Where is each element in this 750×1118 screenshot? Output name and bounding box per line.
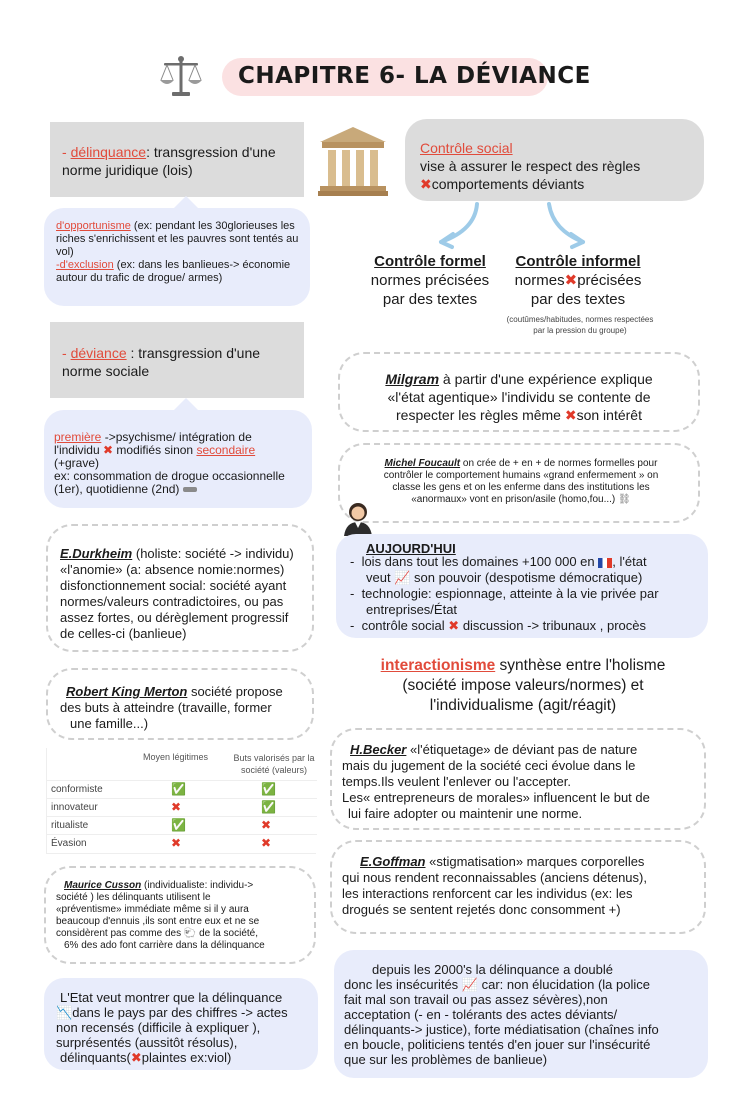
branch-arrows	[425, 200, 605, 252]
controle-informel-note: (coutûmes/habitudes, normes respectées par la pression du groupe)	[506, 315, 654, 335]
cross-icon: ✖	[420, 176, 432, 192]
milgram-text: Milgram à partir d'une expérience explique «l'état agentique» l'individu se contente de respecter les règles même ✖son intérêt	[385, 371, 653, 423]
courthouse-icon	[316, 124, 390, 198]
opportunisme-text: d'opportunisme (ex: pendant les 30glorieuses les riches s'enrichissent et les pauvres sont tentés au vol) -d'exclusion (ex: dans les banlieues-> économie autour du trafic de drogue/ armes)	[56, 220, 299, 284]
table-header: Moyen légitimes	[143, 752, 209, 762]
table-row: conformiste ✅ ✅	[47, 780, 317, 798]
chart-up-icon: 📈	[461, 977, 478, 992]
durkheim-text: E.Durkheim (holiste: société -> individu) «l'anomie» (a: absence nomie:normes) disfonctionnement social: société ayant normes/valeurs contradictoires, ou pas assez fortes, ou dérèglement progressif de celles-ci (banlieue)	[60, 546, 294, 641]
french-flag-icon	[598, 558, 612, 568]
cross-icon: ✖	[130, 1050, 142, 1065]
becker-text: H.Becker «l'étiquetage» de déviant pas de nature mais du jugement de la société ceci évolue dans le temps.Ils veulent l'enlever ou l'accepter. Les« entrepreneurs de morales» influencent le but de lui faire adopter ou maintenir une norme.	[342, 742, 650, 821]
controle-formel: Contrôle formel normes précisées par des textes	[370, 253, 490, 308]
merton-table	[46, 748, 316, 854]
chart-down-icon: 📉	[56, 1005, 73, 1020]
aujourdhui-list: - lois dans tout les domaines +100 000 en , l'état veut 📈 son pouvoir (despotisme démocratique) - technologie: espionnage, atteinte à la vie privée par entreprises/État - contrôle social ✖ discussion -> tribunaux , procès	[350, 554, 659, 633]
syringe-icon	[183, 487, 197, 492]
deviance-definition: - déviance : transgression d'une norme sociale	[62, 345, 261, 379]
controle-informel: Contrôle informel normes✖précisées par des textes	[514, 253, 642, 308]
goffman-text: E.Goffman «stigmatisation» marques corporelles qui nous rendent reconnaissables (anciens détenus), les interactions renforcent car les individus (ex: les drogués se sentent rejetés donc consomment +)	[342, 854, 647, 917]
depuis2000-text: depuis les 2000's la délinquance a doublé donc les insécurités 📈 car: non élucidation (la police fait mal son travail ou pas assez sévères),non acceptation (- en - tolérants des actes déviants/ délinquants-> justice), forte médiatisation (chaînes info en boucle, politiciens tentés d'en jouer sur l'insécurité que sur les problèmes de banlieue)	[344, 962, 659, 1067]
cusson-text: Maurice Cusson (individualiste: individu-> société ) les délinquants utilisent le «préventisme» immédiate même si il y aura beaucoup d'ennuis ,ils sont entre eux et ne se considèrent pas comme des 🐑 de la société, 6% des ado font carrière dans la délinquance	[56, 880, 265, 951]
delinquance-definition: - délinquance: transgression d'une norme juridique (lois)	[62, 144, 276, 178]
table-header: Buts valorisés par la société (valeurs)	[233, 753, 315, 775]
aujourdhui-title: AUJOURD'HUI	[366, 541, 456, 556]
chart-up-icon: 📈	[394, 570, 411, 585]
etat-text: L'Etat veut montrer que la délinquance 📉dans le pays par des chiffres -> actes non recensés (difficile à expliquer ), surprésentés (aussitôt résolus), délinquants(✖plaintes ex:viol)	[56, 990, 288, 1065]
scales-icon	[158, 54, 204, 100]
cross-icon: ✖	[564, 407, 577, 423]
table-row: ritualiste ✅ ✖	[47, 816, 317, 834]
foucault-text: Michel Foucault on crée de + en + de normes formelles pour contrôler le comportement humains «grand enfermement » on classe les gens et on les enferme dans des institutions les «anormaux» vont en prison/asile (homo,fou...) ⛓	[383, 458, 659, 505]
page-title: CHAPITRE 6- LA DÉVIANCE	[238, 63, 591, 89]
sheep-icon: 🐑	[183, 928, 197, 939]
merton-text: Robert King Merton société propose des buts à atteindre (travaille, former une famille...)	[60, 684, 283, 731]
table-row: innovateur ✖ ✅	[47, 798, 317, 816]
interactionnisme-text: interactionisme synthèse entre l'holisme (société impose valeurs/normes) et l'individualisme (agit/réagit)	[380, 657, 666, 714]
chain-icon: ⛓	[618, 494, 631, 505]
table-row: Évasion ✖ ✖	[47, 834, 317, 852]
judge-icon	[340, 500, 376, 536]
cross-icon: ✖	[564, 272, 578, 289]
premiere-text: première ->psychisme/ intégration de l'individu ✖ modifiés sinon secondaire (+grave) ex: consommation de drogue occasionnelle (1er), quotidienne (2nd)	[54, 430, 285, 496]
cross-icon: ✖	[448, 618, 460, 633]
cross-icon: ✖	[103, 443, 114, 457]
controle-social-text: Contrôle social vise à assurer le respect des règles ✖comportements déviants	[420, 140, 641, 192]
